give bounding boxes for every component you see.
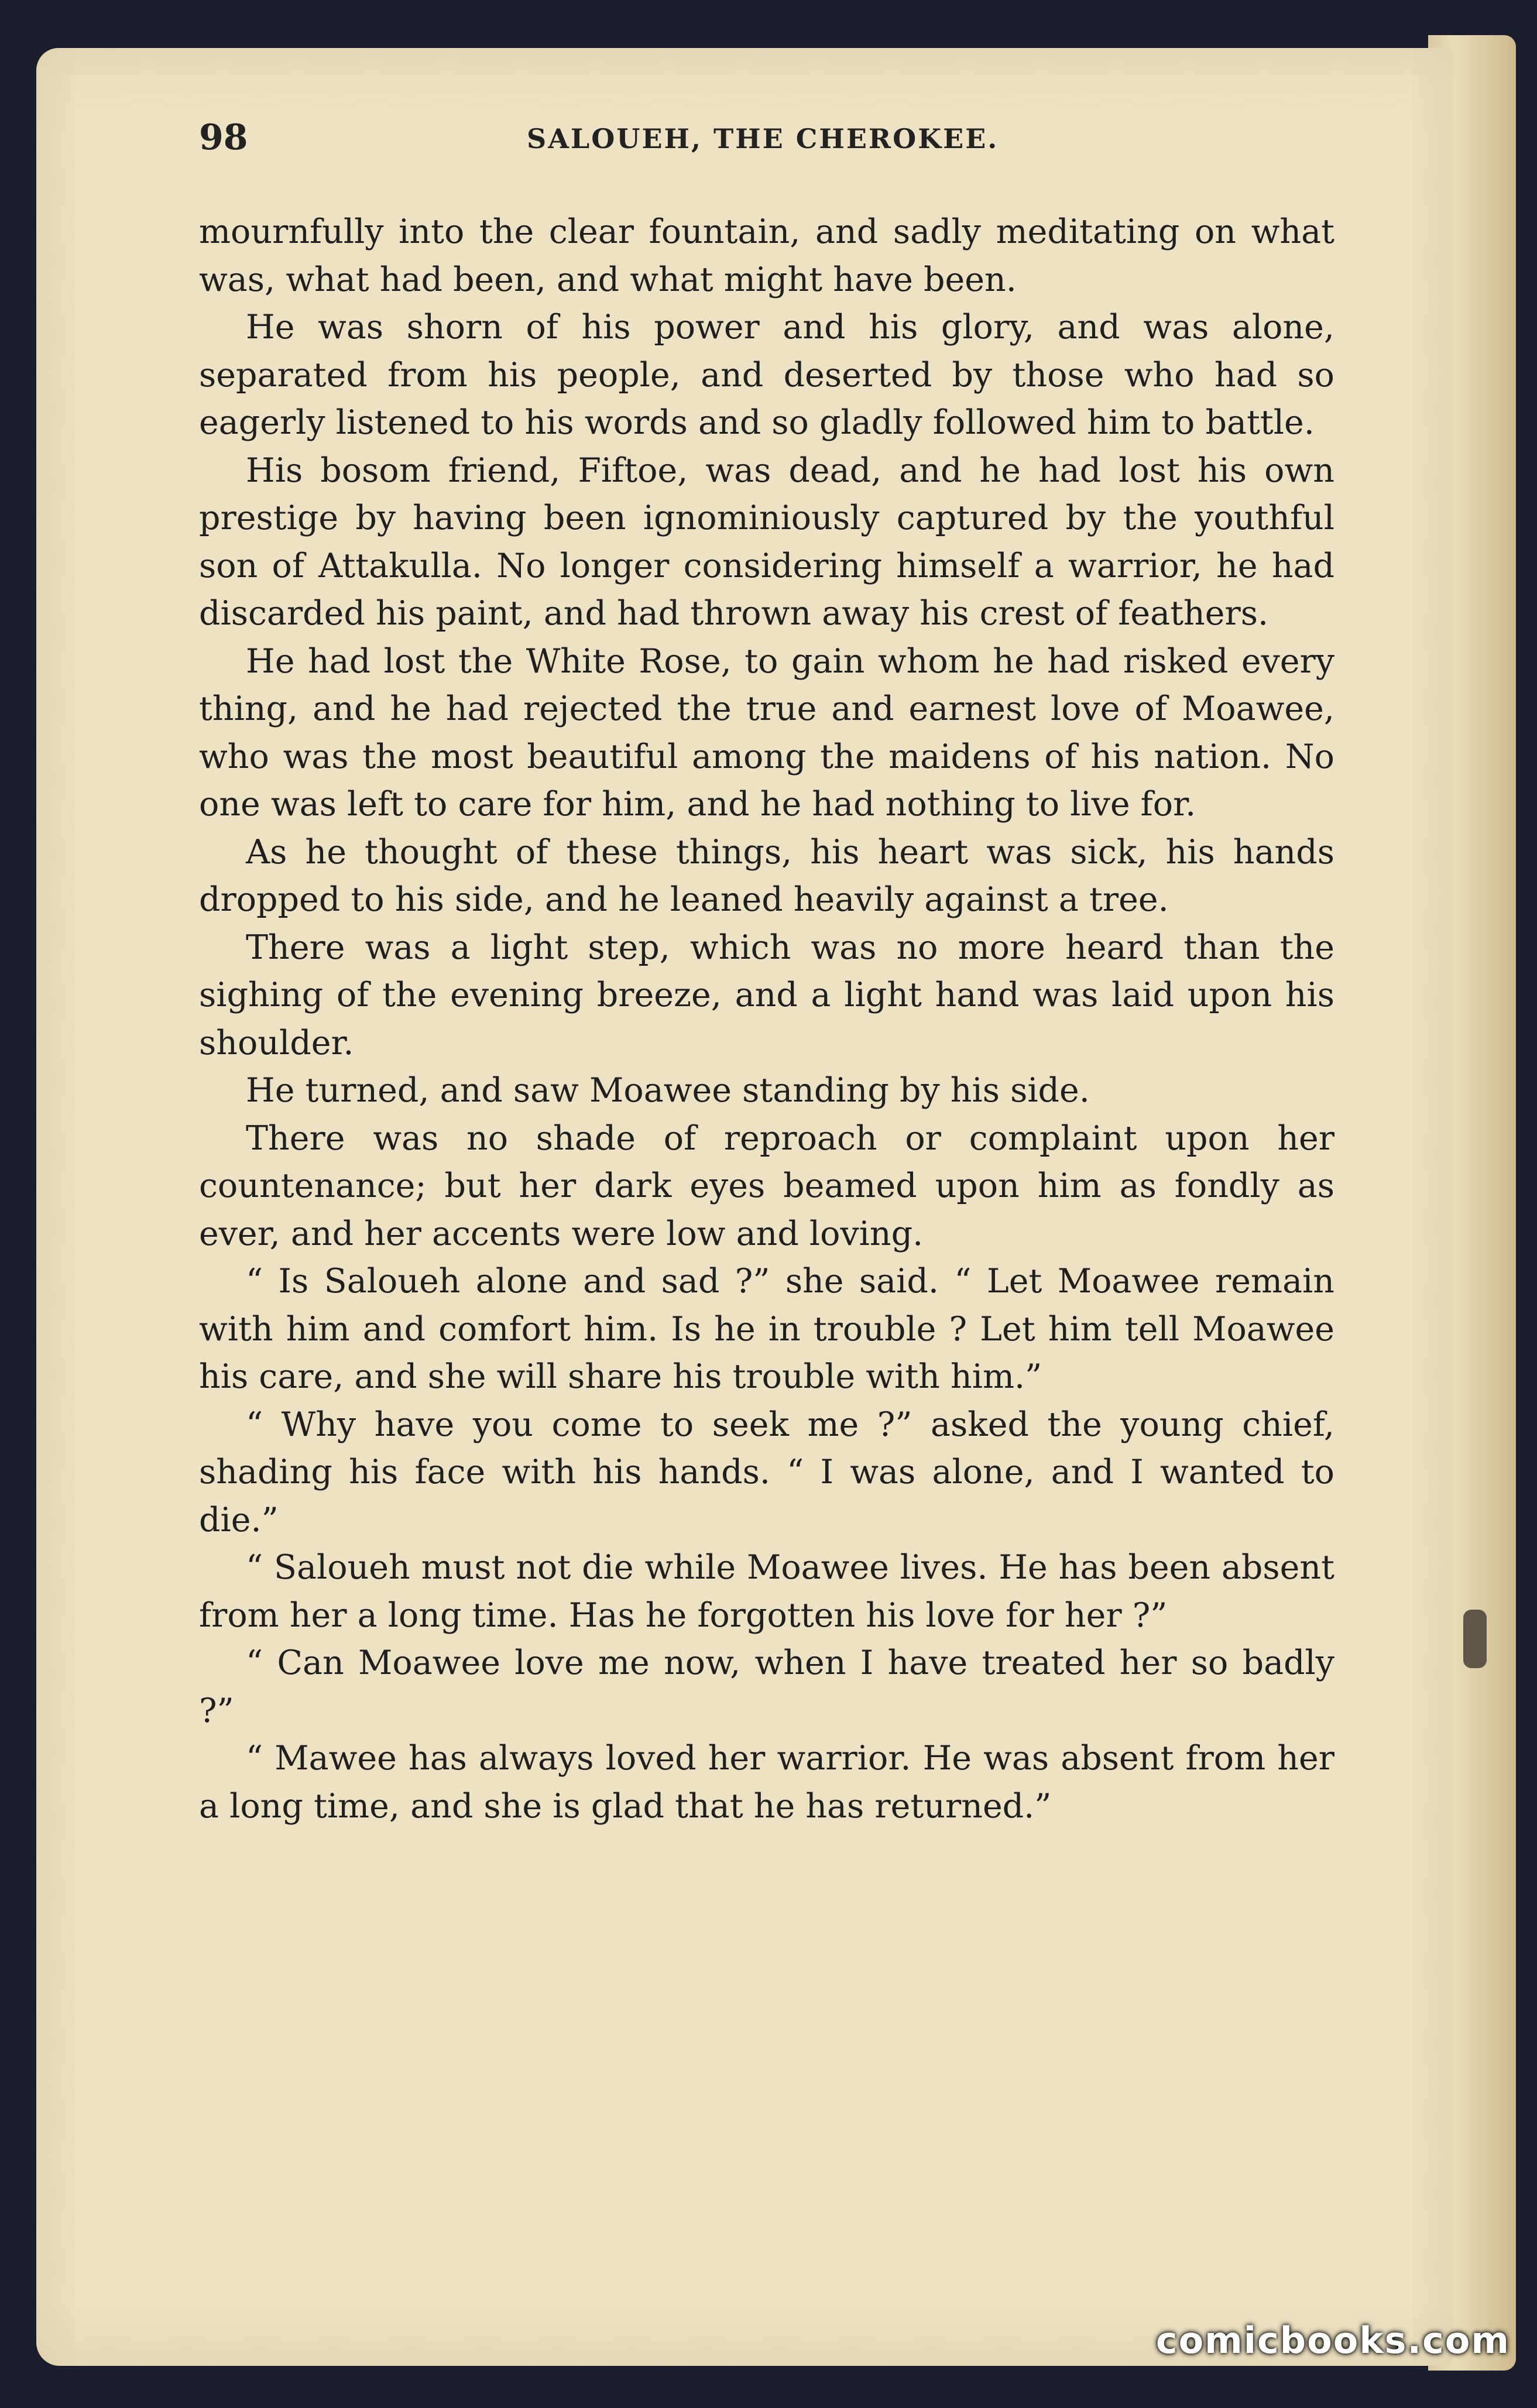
paragraph: “ Saloueh must not die while Moawee lives. He has been absent from her a long time. Has he forgotten his love for her ?”: [199, 1548, 1334, 1635]
paragraph: There was no shade of reproach or complaint upon her countenance; but her dark eyes beamed upon him as fondly as ever, and her accents were low and loving.: [199, 1119, 1334, 1253]
body-text: [199, 208, 1334, 1830]
page-number: 98: [199, 117, 248, 158]
paragraph: “ Why have you come to seek me ?” asked the young chief, shading his face with his hands. “ I was alone, and I wanted to die.”: [199, 1405, 1334, 1539]
watermark: comicbooks.com: [1155, 2319, 1510, 2362]
paragraph: mournfully into the clear fountain, and sadly meditating on what was, what had been, and what might have been.: [199, 212, 1334, 299]
paragraph: As he thought of these things, his heart was sick, his hands dropped to his side, and he leaned heavily against a tree.: [199, 832, 1334, 919]
paragraph: “ Can Moawee love me now, when I have treated her so badly ?”: [199, 1644, 1334, 1730]
paragraph: There was a light step, which was no more heard than the sighing of the evening breeze, and a light hand was laid upon his shoulder.: [199, 928, 1334, 1062]
paragraph: He had lost the White Rose, to gain whom he had risked every thing, and he had rejected the true and earnest love of Moawee, who was the most beautiful among the maidens of his nation. No one was left to care for him, and he had nothing to live for.: [199, 642, 1334, 824]
paragraph: He turned, and saw Moawee standing by his side.: [246, 1071, 1090, 1110]
binding-tab: [1463, 1610, 1487, 1668]
paragraph: His bosom friend, Fiftoe, was dead, and he had lost his own prestige by having been ignominiously captured by the youthful son of Attakulla. No longer considering himself a warrior, he had discarded his paint, and had thrown away his crest of feathers.: [199, 451, 1334, 633]
paragraph: “ Mawee has always loved her warrior. He was absent from her a long time, and she is glad that he has returned.”: [199, 1739, 1334, 1826]
paragraph: “ Is Saloueh alone and sad ?” she said. “ Let Moawee remain with him and comfort him. Is he in trouble ? Let him tell Moawee his care, and she will share his trouble with him.”: [199, 1262, 1334, 1396]
paragraph: He was shorn of his power and his glory, and was alone, separated from his people, and deserted by those who had so eagerly listened to his words and so gladly followed him to battle.: [199, 308, 1334, 442]
page-header: [199, 117, 1329, 164]
running-title: SALOUEH, THE CHEROKEE.: [527, 123, 999, 155]
